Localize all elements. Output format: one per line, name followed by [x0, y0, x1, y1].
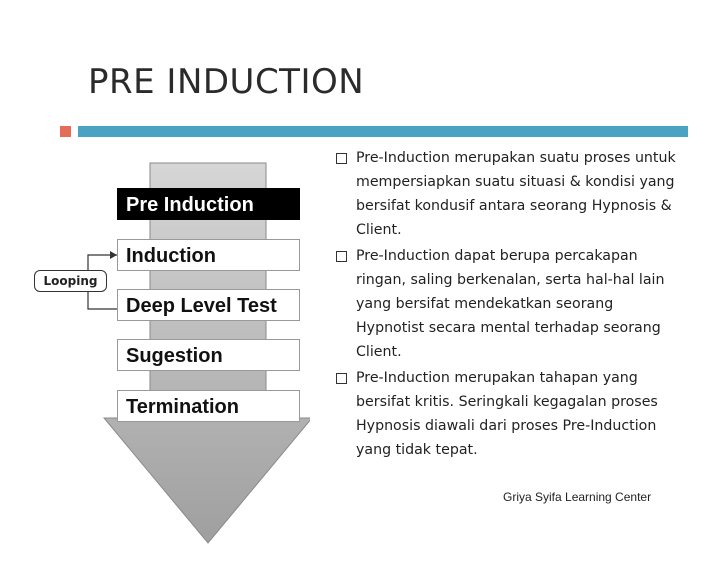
bullet-list: [330, 146, 680, 464]
bullet-text: Pre-Induction dapat berupa percakapan ringan, saling berkenalan, serta hal-hal lain yang bersifat mendekatkan seorang Hypnotist secara mental terhadap seorang Client.: [356, 248, 665, 360]
checkbox-bullet-icon: [336, 373, 347, 384]
stage-pre-induction: [117, 188, 300, 220]
stage-deep-level-test: [117, 289, 300, 321]
stage-termination: [117, 390, 300, 422]
stage-label: Sugestion: [126, 345, 223, 367]
footer-credit: Griya Syifa Learning Center: [503, 490, 652, 504]
checkbox-bullet-icon: [336, 251, 347, 262]
bullet-item: [330, 244, 680, 364]
stage-label: Induction: [126, 245, 216, 267]
slide-title: PRE INDUCTION: [88, 62, 365, 102]
stage-label: Termination: [126, 396, 239, 418]
stage-label: Pre Induction: [126, 194, 254, 216]
loop-arrowhead-icon: [110, 251, 117, 259]
stage-induction: [117, 239, 300, 271]
bullet-text: Pre-Induction merupakan suatu proses untuk mempersiapkan suatu situasi & kondisi yang bersifat kondusif antara seorang Hypnosis & Client.: [356, 150, 676, 238]
stage-sugestion: [117, 339, 300, 371]
bullet-text: Pre-Induction merupakan tahapan yang bersifat kritis. Seringkali kegagalan proses Hypnosis diawali dari proses Pre-Induction yang tidak tepat.: [356, 370, 658, 458]
stage-label: Deep Level Test: [126, 295, 277, 317]
checkbox-bullet-icon: [336, 153, 347, 164]
bullet-item: [330, 146, 680, 242]
bullet-item: [330, 366, 680, 462]
looping-label: Looping: [34, 270, 107, 292]
induction-flow-diagram: [0, 0, 310, 563]
